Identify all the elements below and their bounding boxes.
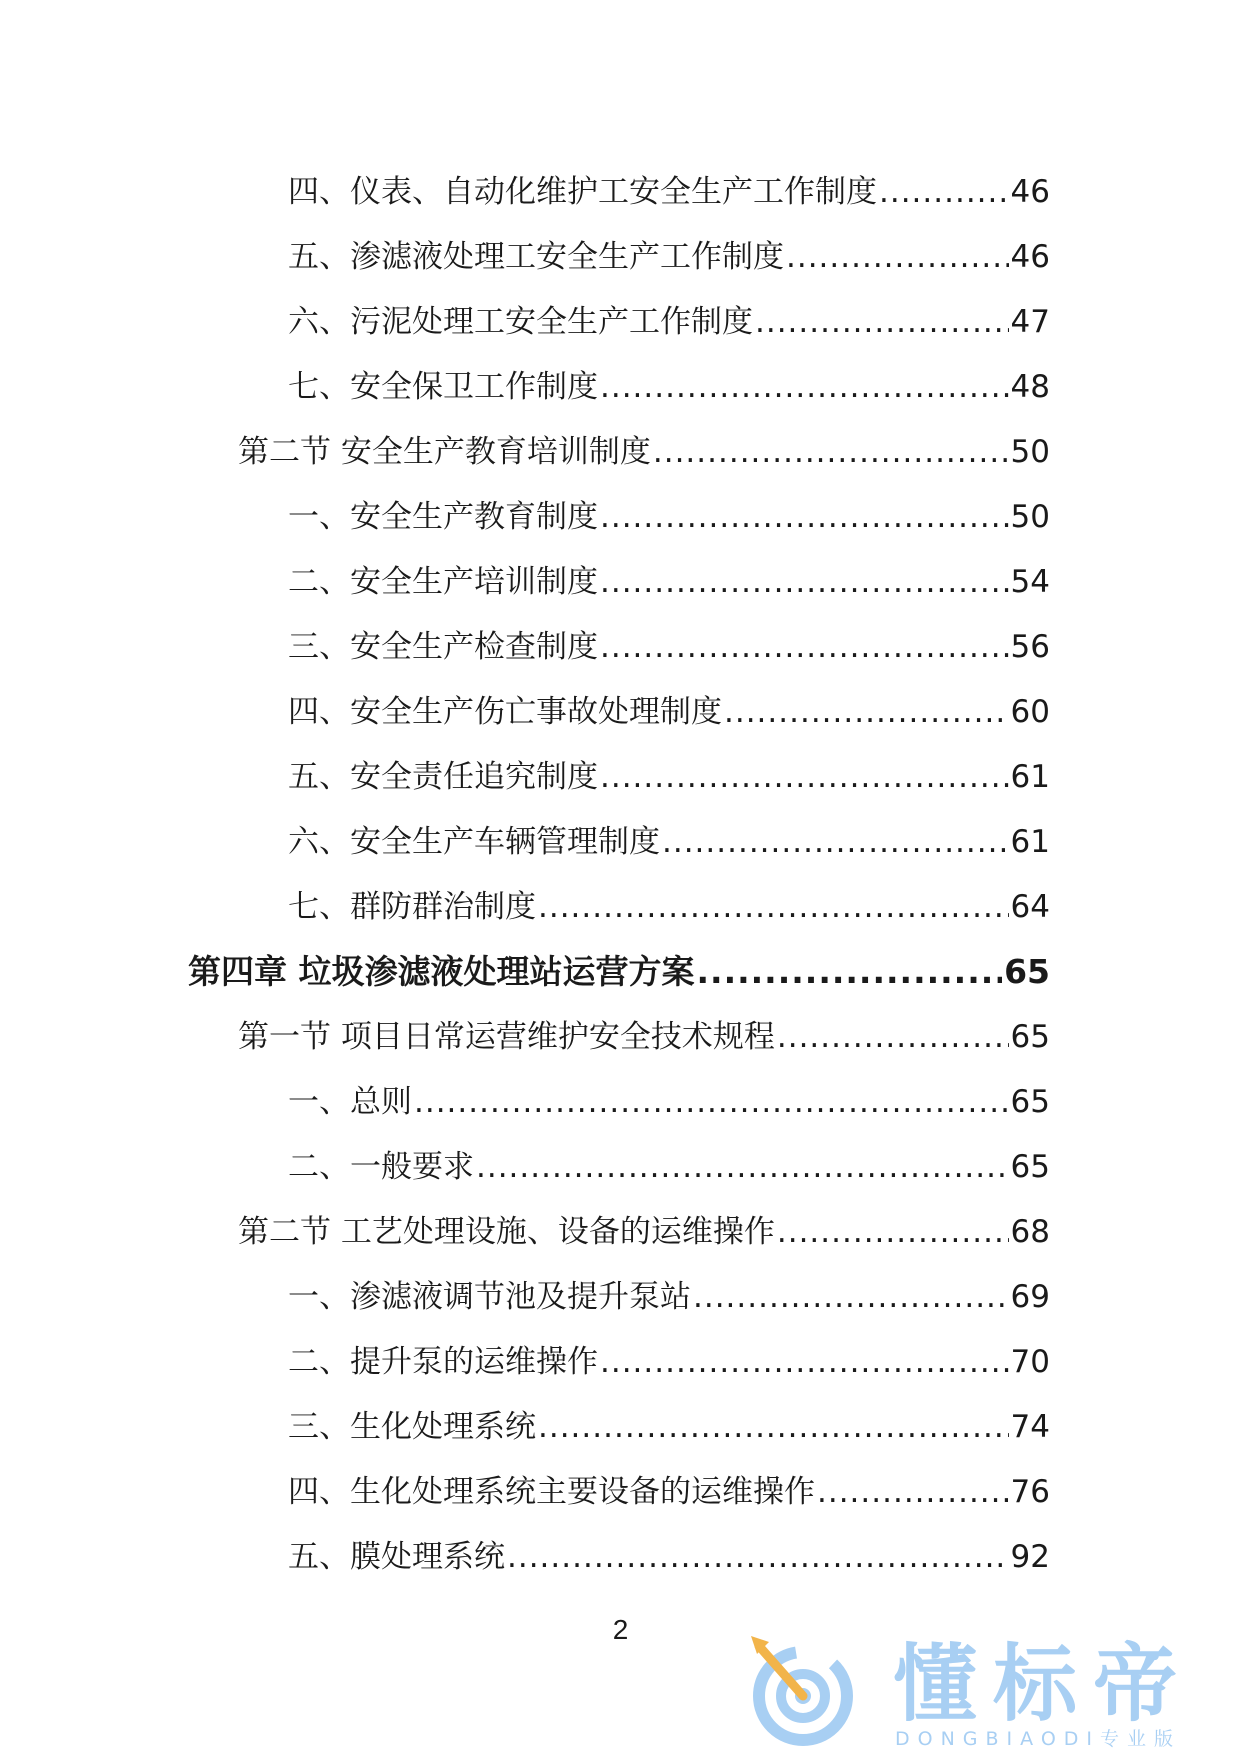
watermark-brand: 懂标帝 <box>893 1635 1194 1733</box>
toc-entry-title: 七、安全保卫工作制度 <box>288 369 598 405</box>
toc-entry[interactable] <box>288 690 1050 734</box>
toc-entry-title: 六、安全生产车辆管理制度 <box>288 824 660 860</box>
toc-leader-dots <box>600 625 1009 669</box>
toc-leader-dots <box>414 1080 1009 1124</box>
toc-leader-dots <box>600 365 1009 409</box>
toc-entry-page: 50 <box>1010 434 1050 470</box>
toc-entry[interactable] <box>288 1145 1050 1189</box>
toc-entry-title: 五、安全责任追究制度 <box>288 759 598 795</box>
toc-leader-dots <box>476 1145 1009 1189</box>
toc-entry-title: 四、仪表、自动化维护工安全生产工作制度 <box>288 174 877 210</box>
toc-entry-title: 第二节 安全生产教育培训制度 <box>238 434 651 470</box>
toc-entry-title: 六、污泥处理工安全生产工作制度 <box>288 304 753 340</box>
toc-entry-title: 七、群防群治制度 <box>288 889 536 925</box>
toc-leader-dots <box>653 430 1009 474</box>
toc-entry-page: 69 <box>1010 1279 1050 1315</box>
toc-entry[interactable] <box>288 300 1050 344</box>
watermark <box>745 1632 1235 1750</box>
toc-entry-page: 65 <box>1004 952 1050 991</box>
toc-entry[interactable] <box>288 235 1050 279</box>
toc-entry-title: 四、生化处理系统主要设备的运维操作 <box>288 1474 815 1510</box>
toc-entry-title: 四、安全生产伤亡事故处理制度 <box>288 694 722 730</box>
toc-entry-page: 65 <box>1010 1149 1050 1185</box>
toc-entry-title: 一、安全生产教育制度 <box>288 499 598 535</box>
toc-entry-page: 61 <box>1010 824 1050 860</box>
toc-entry[interactable] <box>288 820 1050 864</box>
toc-entry[interactable] <box>288 560 1050 604</box>
toc-entry[interactable] <box>288 495 1050 539</box>
toc-entry-page: 47 <box>1010 304 1050 340</box>
toc-entry-title: 一、渗滤液调节池及提升泵站 <box>288 1279 691 1315</box>
toc-leader-dots <box>724 690 1009 734</box>
toc-entry-title: 五、膜处理系统 <box>288 1539 505 1575</box>
toc-entry-page: 64 <box>1010 889 1050 925</box>
toc-chapter-entry[interactable] <box>188 950 1050 994</box>
toc-entry-title: 二、提升泵的运维操作 <box>288 1344 598 1380</box>
toc-leader-dots <box>600 560 1009 604</box>
toc-entry-page: 65 <box>1010 1084 1050 1120</box>
toc-leader-dots <box>817 1470 1009 1514</box>
toc-entry-title: 第一节 项目日常运营维护安全技术规程 <box>238 1019 775 1055</box>
toc-entry[interactable] <box>288 1405 1050 1449</box>
toc-entry-page: 92 <box>1010 1539 1050 1575</box>
toc-leader-dots <box>600 1340 1009 1384</box>
toc-entry-page: 56 <box>1010 629 1050 665</box>
page-number: 2 <box>612 1614 629 1645</box>
toc-leader-dots <box>662 820 1009 864</box>
toc-leader-dots <box>538 885 1009 929</box>
toc-leader-dots <box>697 950 1003 994</box>
toc-leader-dots <box>600 755 1009 799</box>
toc-entry-page: 65 <box>1010 1019 1050 1055</box>
toc-entry[interactable] <box>288 365 1050 409</box>
toc-leader-dots <box>786 235 1009 279</box>
toc-entry[interactable] <box>288 1470 1050 1514</box>
watermark-subtitle: DONGBIAODI专业版 <box>895 1728 1182 1750</box>
toc-entry[interactable] <box>288 1340 1050 1384</box>
toc-leader-dots <box>600 495 1009 539</box>
toc-entry-page: 46 <box>1010 239 1050 275</box>
toc-entry-title: 二、一般要求 <box>288 1149 474 1185</box>
toc-entry-page: 50 <box>1010 499 1050 535</box>
toc-entry-page: 68 <box>1010 1214 1050 1250</box>
toc-entry[interactable] <box>288 885 1050 929</box>
target-logo-icon <box>745 1632 867 1750</box>
toc-entry-title: 三、安全生产检查制度 <box>288 629 598 665</box>
toc-leader-dots <box>777 1015 1009 1059</box>
toc-entry[interactable] <box>288 170 1050 214</box>
toc-entry-page: 61 <box>1010 759 1050 795</box>
toc-section-entry[interactable] <box>238 1210 1050 1254</box>
toc-entry[interactable] <box>288 755 1050 799</box>
toc-entry-title: 二、安全生产培训制度 <box>288 564 598 600</box>
toc-entry-page: 76 <box>1010 1474 1050 1510</box>
toc-entry-title: 一、总则 <box>288 1084 412 1120</box>
toc-entry-page: 74 <box>1010 1409 1050 1445</box>
toc-entry-page: 48 <box>1010 369 1050 405</box>
toc-entry[interactable] <box>288 625 1050 669</box>
toc-leader-dots <box>693 1275 1009 1319</box>
toc-entry[interactable] <box>288 1275 1050 1319</box>
toc-section-entry[interactable] <box>238 430 1050 474</box>
toc-leader-dots <box>507 1535 1009 1579</box>
toc-entry-page: 70 <box>1010 1344 1050 1380</box>
toc-leader-dots <box>538 1405 1009 1449</box>
toc-leader-dots <box>777 1210 1009 1254</box>
toc-entry[interactable] <box>288 1535 1050 1579</box>
toc-leader-dots <box>879 170 1009 214</box>
toc-entry-title: 五、渗滤液处理工安全生产工作制度 <box>288 239 784 275</box>
toc-entry[interactable] <box>288 1080 1050 1124</box>
toc-entry-page: 46 <box>1010 174 1050 210</box>
toc-leader-dots <box>755 300 1009 344</box>
toc-entry-title: 第四章 垃圾渗滤液处理站运营方案 <box>188 952 695 991</box>
toc-section-entry[interactable] <box>238 1015 1050 1059</box>
toc-entry-title: 第二节 工艺处理设施、设备的运维操作 <box>238 1214 775 1250</box>
toc-entry-page: 54 <box>1010 564 1050 600</box>
toc-entry-page: 60 <box>1010 694 1050 730</box>
toc-entry-title: 三、生化处理系统 <box>288 1409 536 1445</box>
